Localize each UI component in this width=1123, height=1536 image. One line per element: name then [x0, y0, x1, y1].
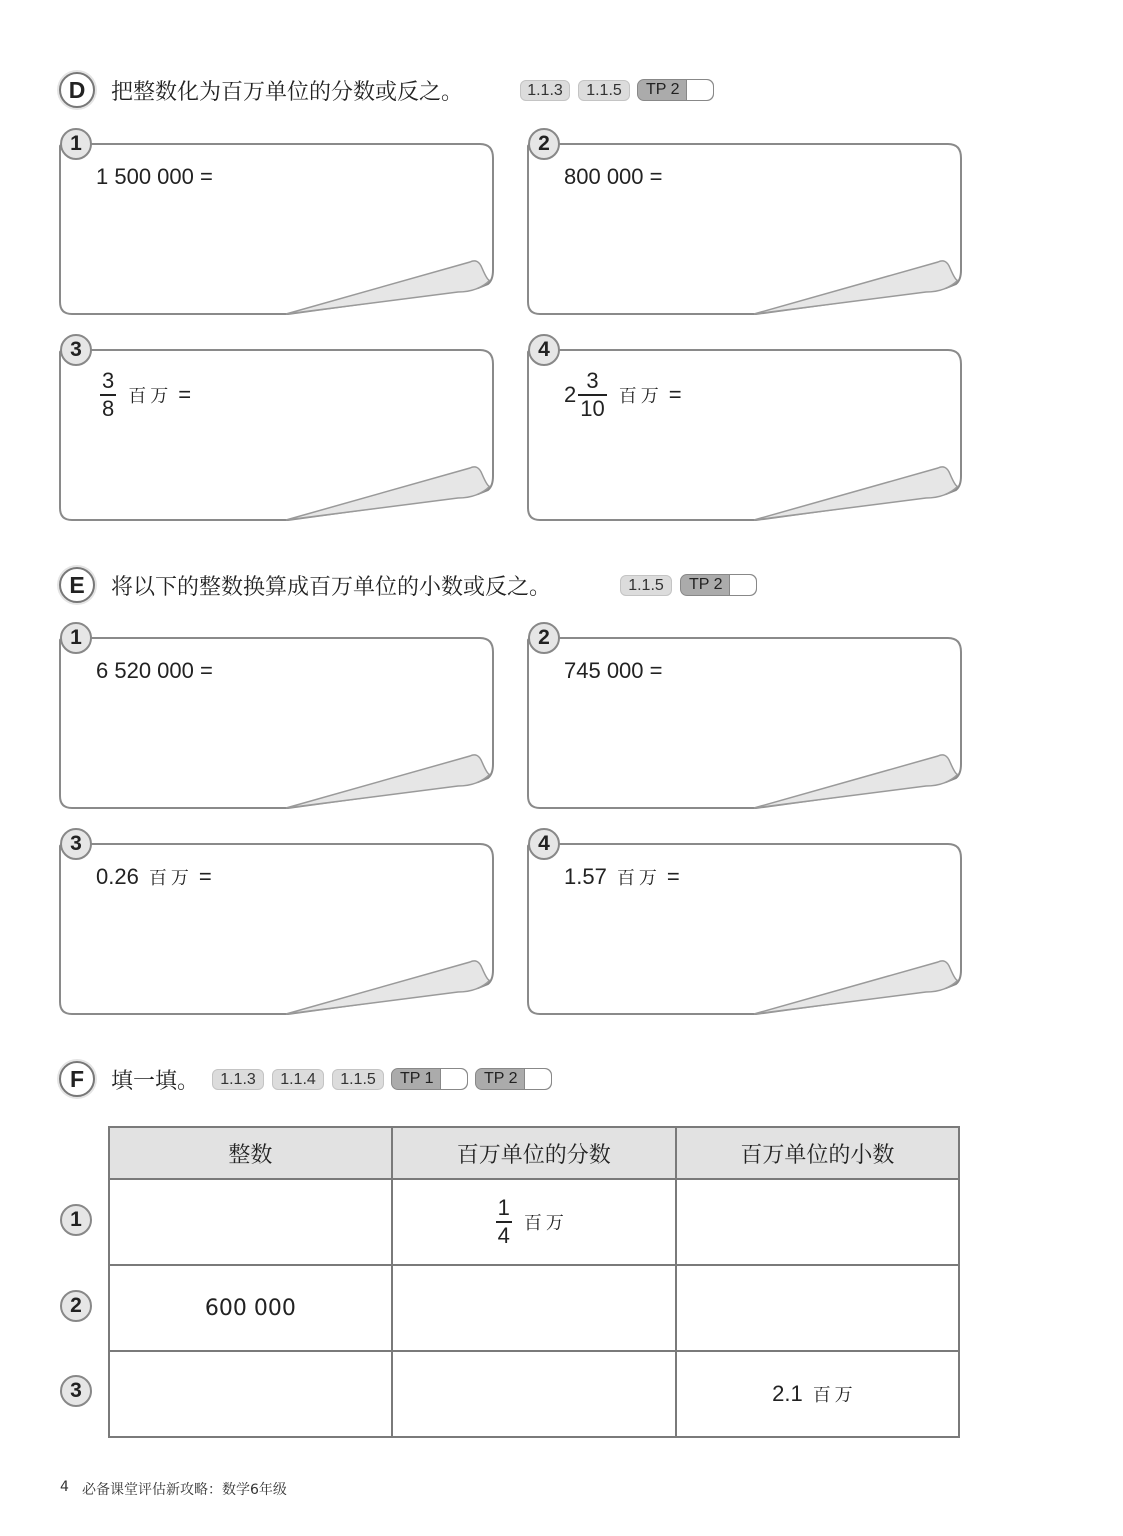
answer-card	[526, 128, 966, 318]
equals-sign: =	[198, 864, 212, 889]
answer-card	[58, 828, 498, 1018]
conversion-table	[108, 1126, 960, 1438]
unit-label: 百万	[812, 1385, 857, 1405]
problem-expression	[98, 370, 191, 420]
given-cell-fraction	[392, 1179, 676, 1265]
numerator: 1	[497, 1195, 510, 1221]
tp-label: TP 2	[484, 1070, 518, 1087]
section-d-badge: D	[59, 72, 95, 108]
problem-expression: 745 000 =	[564, 658, 663, 683]
skill-tag: 1.1.3	[520, 80, 570, 101]
problem-number: 1	[60, 128, 92, 160]
denominator: 4	[497, 1222, 510, 1248]
problem-number: 4	[528, 828, 560, 860]
problem-number: 3	[60, 334, 92, 366]
book-title: 必备课堂评估新攻略：数学6年级	[82, 1482, 287, 1498]
answer-cell-fraction[interactable]	[392, 1265, 676, 1351]
table-header-row	[109, 1127, 959, 1179]
equals-sign: =	[178, 381, 192, 407]
answer-card	[526, 828, 966, 1018]
curl-card-frame	[526, 828, 966, 1018]
curl-card-frame	[526, 334, 966, 524]
header-whole-number: 整数	[109, 1127, 392, 1179]
problem-number: 2	[528, 128, 560, 160]
decimal-value: 1.57	[564, 864, 607, 889]
skill-tag: 1.1.5	[332, 1069, 384, 1090]
decimal-value: 2.1	[772, 1381, 803, 1406]
tp-label: TP 1	[400, 1070, 434, 1087]
curl-card-frame	[58, 128, 498, 318]
unit-label: 百万	[148, 868, 193, 888]
row-number: 1	[60, 1204, 92, 1236]
page-number: 4	[60, 1479, 69, 1495]
tp-checkbox[interactable]	[391, 1068, 468, 1090]
header-decimal: 百万单位的小数	[676, 1127, 959, 1179]
unit-label: 百万	[618, 385, 663, 406]
problem-expression: 800 000 =	[564, 164, 663, 189]
table-row	[109, 1179, 959, 1265]
given-cell-whole: 600 000	[109, 1265, 392, 1351]
skill-tag: 1.1.4	[272, 1069, 324, 1090]
problem-number: 2	[528, 622, 560, 654]
skill-tag: 1.1.3	[212, 1069, 264, 1090]
section-f-title: 填一填。	[111, 1069, 200, 1094]
numerator: 3	[102, 368, 115, 393]
answer-cell-decimal[interactable]	[676, 1179, 959, 1265]
header-fraction: 百万单位的分数	[392, 1127, 676, 1179]
problem-expression	[96, 864, 212, 890]
unit-label: 百万	[523, 1213, 568, 1233]
section-f-badge: F	[59, 1061, 95, 1097]
answer-cell-fraction[interactable]	[392, 1351, 676, 1437]
tp-label: TP 2	[689, 576, 723, 593]
problem-number: 3	[60, 828, 92, 860]
given-cell-decimal	[676, 1351, 959, 1437]
row-number: 2	[60, 1290, 92, 1322]
decimal-value: 0.26	[96, 864, 139, 889]
fraction	[496, 1197, 512, 1247]
section-e-badge: E	[59, 567, 95, 603]
curl-card-frame	[58, 334, 498, 524]
tp-check-box[interactable]	[524, 1069, 552, 1089]
tp-check-box[interactable]	[729, 575, 757, 595]
unit-label: 百万	[616, 868, 661, 888]
skill-tag: 1.1.5	[620, 575, 672, 596]
whole-part: 2	[564, 381, 577, 407]
answer-cell-decimal[interactable]	[676, 1265, 959, 1351]
answer-cell-whole[interactable]	[109, 1179, 392, 1265]
curl-card-frame	[58, 828, 498, 1018]
decimal-expression	[678, 1381, 957, 1407]
unit-label: 百万	[128, 385, 173, 406]
tp-label: TP 2	[646, 81, 680, 98]
problem-expression: 1 500 000 =	[96, 164, 213, 189]
numerator: 3	[586, 368, 599, 393]
tp-checkbox[interactable]	[637, 79, 714, 101]
problem-expression	[564, 370, 682, 420]
section-d-title: 把整数化为百万单位的分数或反之。	[111, 80, 464, 105]
curl-card-frame	[58, 622, 498, 812]
denominator: 8	[102, 395, 115, 421]
answer-card	[58, 128, 498, 318]
table-row	[109, 1351, 959, 1437]
answer-card	[58, 622, 498, 812]
answer-cell-whole[interactable]	[109, 1351, 392, 1437]
fraction	[100, 370, 116, 420]
equals-sign: =	[666, 864, 680, 889]
fraction-expression	[394, 1197, 674, 1247]
answer-card	[526, 334, 966, 524]
curl-card-frame	[526, 622, 966, 812]
fraction	[578, 370, 606, 420]
row-number: 3	[60, 1375, 92, 1407]
tp-checkbox[interactable]	[680, 574, 757, 596]
problem-number: 1	[60, 622, 92, 654]
skill-tag: 1.1.5	[578, 80, 630, 101]
denominator: 10	[580, 395, 605, 421]
tp-check-box[interactable]	[686, 80, 714, 100]
table-row	[109, 1265, 959, 1351]
tp-checkbox[interactable]	[475, 1068, 552, 1090]
section-e-title: 将以下的整数换算成百万单位的小数或反之。	[111, 575, 552, 600]
problem-expression: 6 520 000 =	[96, 658, 213, 683]
curl-card-frame	[526, 128, 966, 318]
problem-number: 4	[528, 334, 560, 366]
problem-expression	[564, 864, 680, 890]
equals-sign: =	[668, 381, 682, 407]
answer-card	[526, 622, 966, 812]
answer-card	[58, 334, 498, 524]
tp-check-box[interactable]	[440, 1069, 468, 1089]
